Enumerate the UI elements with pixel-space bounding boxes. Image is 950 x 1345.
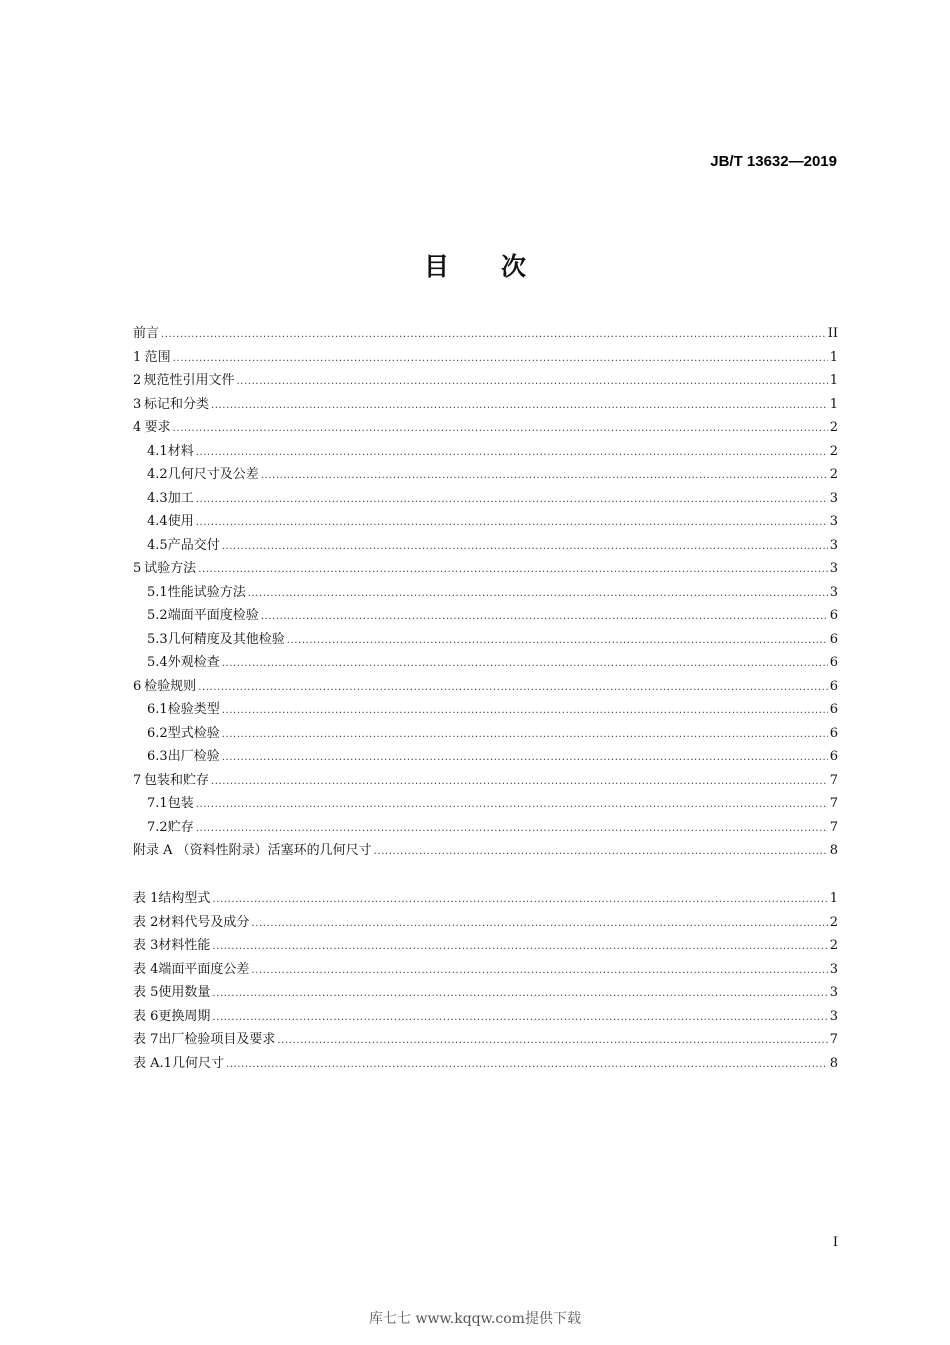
leader-dots — [212, 1006, 827, 1030]
toc-entry-label: 外观检查 — [167, 655, 220, 670]
toc-entry-label: 贮存 — [167, 819, 194, 835]
leader-dots — [248, 582, 828, 606]
table-entry-page: 3 — [829, 985, 838, 1000]
toc-entry-label: 检验规则 — [144, 678, 197, 694]
toc-subentry[interactable] — [133, 792, 838, 816]
toc-entry-page: 3 — [829, 514, 838, 529]
toc-entry-number: 7.2 — [147, 819, 168, 835]
toc-entry-label: 包装和贮存 — [143, 772, 209, 788]
toc-subentry[interactable] — [133, 816, 838, 840]
toc-subentry[interactable] — [133, 722, 838, 746]
download-watermark: 库七七 www.kqqw.com提供下载 — [369, 1311, 581, 1327]
table-entry[interactable] — [133, 1005, 838, 1029]
toc-entry-label: 型式检验 — [167, 725, 220, 741]
toc-entry-label: 包装 — [167, 796, 194, 811]
toc-entry-page: 7 — [829, 796, 838, 811]
toc-entry-number: 6.1 — [147, 702, 168, 717]
leader-dots — [226, 1053, 828, 1077]
leader-dots — [222, 746, 828, 770]
table-entry-label: 出厂检验项目及要求 — [158, 1032, 276, 1047]
leader-dots — [212, 888, 827, 912]
toc-entry-number: 7 — [133, 772, 142, 788]
table-entry-number: 表 7 — [133, 1032, 159, 1047]
toc-entry-label: 加工 — [167, 490, 194, 506]
toc-title-char-1: 目 — [423, 252, 449, 281]
table-entry-label: 端面平面度公差 — [158, 961, 250, 977]
toc-entry-page: 8 — [829, 843, 838, 858]
leader-dots — [251, 959, 827, 983]
toc-entry-page: 6 — [829, 631, 838, 647]
toc-entry[interactable] — [133, 416, 838, 440]
toc-subentry[interactable] — [133, 510, 838, 534]
toc-title-char-2: 次 — [501, 252, 527, 281]
table-entry-number: 表 2 — [133, 914, 159, 930]
table-entry-page: 1 — [829, 891, 838, 906]
leader-dots — [237, 370, 828, 394]
toc-subentry[interactable] — [133, 534, 838, 558]
toc-entry-page: 3 — [829, 584, 838, 600]
toc-entry-label: 性能试验方法 — [167, 584, 246, 600]
toc-entry-annex-a[interactable] — [133, 839, 838, 863]
standard-code: JB/T 13632—2019 — [710, 153, 837, 170]
toc-entry-page: 2 — [829, 443, 838, 459]
toc-subentry[interactable] — [133, 745, 838, 769]
table-entry-number: 表 4 — [133, 961, 159, 977]
leader-dots — [173, 347, 828, 371]
toc-entry-number: 7.1 — [147, 796, 168, 811]
toc-title — [0, 247, 950, 283]
toc-entry-label: 出厂检验 — [167, 749, 220, 764]
toc-entry-number: 6.3 — [147, 749, 168, 764]
toc-entry-page: 2 — [829, 420, 838, 435]
toc-subentry[interactable] — [133, 581, 838, 605]
toc-entry-page: 6 — [829, 725, 838, 741]
leader-dots — [196, 793, 828, 817]
table-entry-number: 表 5 — [133, 985, 159, 1000]
toc-entry-label: 活塞环的几何尺寸 — [267, 843, 372, 858]
toc-entry-page: 7 — [829, 819, 838, 835]
toc-list — [133, 322, 838, 863]
toc-entry-page: 1 — [829, 373, 838, 388]
toc-entry-page: 7 — [829, 772, 838, 788]
table-entry-label: 几何尺寸 — [171, 1055, 224, 1071]
toc-entry-number: 4 — [133, 420, 142, 435]
table-entry-number: 表 6 — [133, 1008, 159, 1024]
table-entry-page: 2 — [829, 914, 838, 930]
toc-entry-number: 4.1 — [147, 443, 168, 459]
toc-entry-number: 5.1 — [147, 584, 168, 600]
toc-entry-number: 6 — [133, 678, 142, 694]
leader-dots — [287, 629, 828, 653]
leader-dots — [261, 464, 828, 488]
toc-entry-page: 6 — [829, 655, 838, 670]
toc-entry-page: 6 — [829, 608, 838, 623]
toc-subentry[interactable] — [133, 604, 838, 628]
table-entry-number: 表 1 — [133, 891, 159, 906]
leader-dots — [212, 982, 827, 1006]
toc-entry-label: 规范性引用文件 — [143, 373, 235, 388]
toc-entry-number: 5 — [133, 561, 142, 576]
leader-dots — [173, 417, 828, 441]
toc-entry[interactable] — [133, 557, 838, 581]
toc-entry-page: 2 — [829, 467, 838, 482]
leader-dots — [196, 511, 828, 535]
leader-dots — [196, 441, 828, 465]
table-entry[interactable] — [133, 958, 838, 982]
toc-entry-page: 1 — [829, 396, 838, 412]
leader-dots — [222, 699, 828, 723]
toc-subentry[interactable] — [133, 487, 838, 511]
table-entry-page: 8 — [829, 1055, 838, 1071]
toc-entry-page: 3 — [829, 561, 838, 576]
toc-entry[interactable] — [133, 393, 838, 417]
toc-subentry[interactable] — [133, 440, 838, 464]
toc-entry-label: 标记和分类 — [143, 396, 209, 412]
leader-dots — [161, 323, 826, 347]
leader-dots — [196, 817, 828, 841]
leader-dots — [211, 394, 828, 418]
toc-entry-number: 4.4 — [147, 514, 168, 529]
toc-entry[interactable] — [133, 346, 838, 370]
toc-entry[interactable] — [133, 369, 838, 393]
toc-entry-label: 要求 — [144, 420, 171, 435]
table-entry-page: 3 — [829, 961, 838, 977]
toc-entry-label: 检验类型 — [167, 702, 220, 717]
leader-dots — [222, 535, 828, 559]
toc-entry-page: 1 — [829, 349, 838, 365]
toc-entry[interactable] — [133, 675, 838, 699]
table-entry-page: 2 — [829, 938, 838, 953]
toc-entry-number: 4.2 — [147, 467, 168, 482]
leader-dots — [277, 1029, 827, 1053]
table-entry-label: 材料性能 — [158, 938, 211, 953]
table-entry-label: 更换周期 — [158, 1008, 211, 1024]
toc-entry-label: 材料 — [167, 443, 194, 459]
toc-subentry[interactable] — [133, 463, 838, 487]
table-entry[interactable] — [133, 1028, 838, 1052]
toc-entry-number: 1 — [133, 349, 142, 365]
table-entry[interactable] — [133, 934, 838, 958]
leader-dots — [261, 605, 828, 629]
table-entry[interactable] — [133, 887, 838, 911]
toc-entry-preface[interactable] — [133, 322, 838, 346]
toc-entry-label: 产品交付 — [167, 537, 220, 553]
leader-dots — [196, 488, 828, 512]
toc-entry-label: 端面平面度检验 — [167, 608, 259, 623]
toc-entry-number: 2 — [133, 373, 142, 388]
toc-entry-number: 5.4 — [147, 655, 168, 670]
toc-entry-number: 5.3 — [147, 631, 168, 647]
toc-entry-label: 范围 — [144, 349, 171, 365]
toc-entry[interactable] — [133, 769, 838, 793]
table-entry-label: 使用数量 — [158, 985, 211, 1000]
toc-subentry[interactable] — [133, 698, 838, 722]
table-list — [133, 887, 838, 1075]
leader-dots — [222, 723, 828, 747]
toc-entry-number: 4.5 — [147, 537, 168, 553]
leader-dots — [211, 770, 828, 794]
toc-entry-label: 试验方法 — [144, 561, 197, 576]
table-entry-label: 材料代号及成分 — [158, 914, 250, 930]
table-entry-label: 结构型式 — [158, 891, 211, 906]
toc-entry-number: 4.3 — [147, 490, 168, 506]
table-entry-page: 7 — [829, 1032, 838, 1047]
table-entry-number: 表 3 — [133, 938, 159, 953]
toc-entry-label: 几何尺寸及公差 — [167, 467, 259, 482]
toc-entry-number: 6.2 — [147, 725, 168, 741]
toc-subentry[interactable] — [133, 628, 838, 652]
toc-entry-page: II — [827, 326, 838, 341]
toc-entry-page: 6 — [829, 702, 838, 717]
leader-dots — [222, 652, 828, 676]
table-entry[interactable] — [133, 1052, 838, 1076]
leader-dots — [374, 840, 828, 864]
toc-entry-number: 3 — [133, 396, 142, 412]
toc-entry-label: 几何精度及其他检验 — [167, 631, 285, 647]
toc-entry-label: 前言 — [133, 326, 160, 341]
leader-dots — [251, 912, 827, 936]
page-folio: I — [832, 1235, 838, 1250]
table-entry-page: 3 — [829, 1008, 838, 1024]
leader-dots — [198, 558, 828, 582]
table-entry[interactable] — [133, 911, 838, 935]
toc-entry-page: 6 — [829, 678, 838, 694]
toc-entry-page: 3 — [829, 490, 838, 506]
toc-subentry[interactable] — [133, 651, 838, 675]
leader-dots — [212, 935, 827, 959]
toc-entry-number: 5.2 — [147, 608, 168, 623]
table-entry[interactable] — [133, 981, 838, 1005]
table-entry-number: 表 A.1 — [133, 1055, 172, 1071]
toc-entry-label: 使用 — [167, 514, 194, 529]
toc-entry-page: 3 — [829, 537, 838, 553]
leader-dots — [198, 676, 828, 700]
toc-entry-page: 6 — [829, 749, 838, 764]
toc-entry-number: 附录 A （资料性附录） — [133, 843, 268, 858]
